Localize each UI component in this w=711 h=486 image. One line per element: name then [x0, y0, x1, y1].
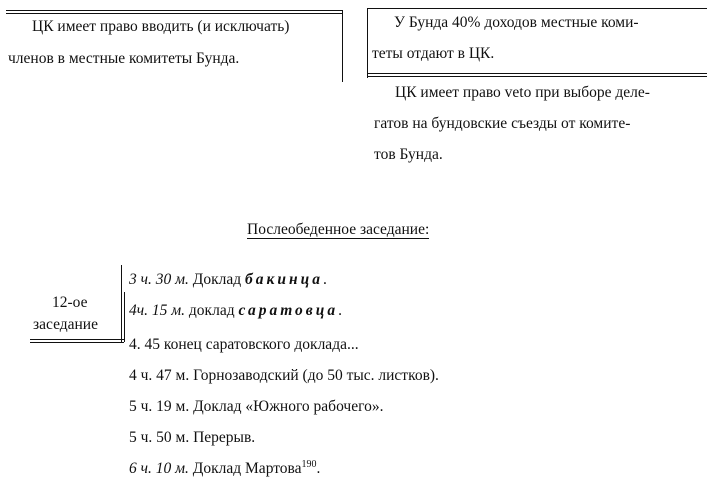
- session-label-right-rule: [121, 265, 122, 342]
- schedule-rest: Доклад Мартова: [192, 460, 302, 477]
- schedule-end: .: [316, 460, 321, 477]
- session-label-line-1: 12-ое: [52, 294, 88, 311]
- schedule-item: [129, 460, 320, 478]
- schedule-time: 4ч. 15 м.: [129, 302, 186, 319]
- session-label-line-2: заседание: [33, 316, 98, 333]
- right-box-line-1: У Бунда 40% доходов местные коми-: [394, 14, 639, 31]
- left-box-top-rule-2: [6, 13, 342, 14]
- schedule-prefix: доклад: [188, 302, 235, 319]
- right-box-line-2: теты отдают в ЦК.: [372, 45, 495, 62]
- schedule-item: 4 ч. 47 м. Горнозаводский (до 50 тыс. листков).: [129, 367, 439, 384]
- right-box-top-rule: [367, 8, 707, 9]
- afternoon-session-heading: Послеобеденное заседание:: [247, 221, 430, 238]
- schedule-end: .: [322, 271, 327, 288]
- footnote-marker: 190: [301, 459, 317, 470]
- schedule-prefix: Доклад: [192, 271, 242, 288]
- right-para-line-1: ЦК имеет право veto при выборе деле-: [395, 84, 650, 101]
- right-box-left-rule: [367, 8, 368, 78]
- schedule-name: саратовца: [238, 302, 339, 319]
- right-para-line-2: гатов на бундовские съезды от комите-: [374, 115, 631, 132]
- schedule-item: 5 ч. 19 м. Доклад «Южного рабочего».: [129, 398, 384, 415]
- session-label-bottom-rule-2: [30, 342, 124, 343]
- left-box-line-1: ЦК имеет право вводить (и исключать): [32, 18, 290, 35]
- schedule-time: 3 ч. 30 м.: [129, 271, 189, 288]
- right-box-bottom-rule-2: [367, 76, 707, 77]
- schedule-item: [129, 271, 327, 289]
- left-box-right-rule: [342, 10, 343, 82]
- schedule-name: бакинца: [245, 271, 323, 288]
- right-para-line-3: тов Бунда.: [374, 146, 443, 163]
- schedule-item: 4. 45 конец саратовского доклада...: [129, 336, 359, 353]
- session-label-right-rule-2: [124, 292, 125, 342]
- schedule-end: .: [338, 302, 342, 319]
- right-box-bottom-rule: [367, 73, 707, 74]
- session-label-bottom-rule: [30, 339, 124, 340]
- schedule-time: 6 ч. 10 м.: [129, 460, 189, 477]
- left-box-top-rule: [6, 10, 342, 11]
- schedule-item: 5 ч. 50 м. Перерыв.: [129, 429, 256, 446]
- left-box-line-2: членов в местные комитеты Бунда.: [8, 50, 240, 67]
- schedule-item: [129, 302, 342, 320]
